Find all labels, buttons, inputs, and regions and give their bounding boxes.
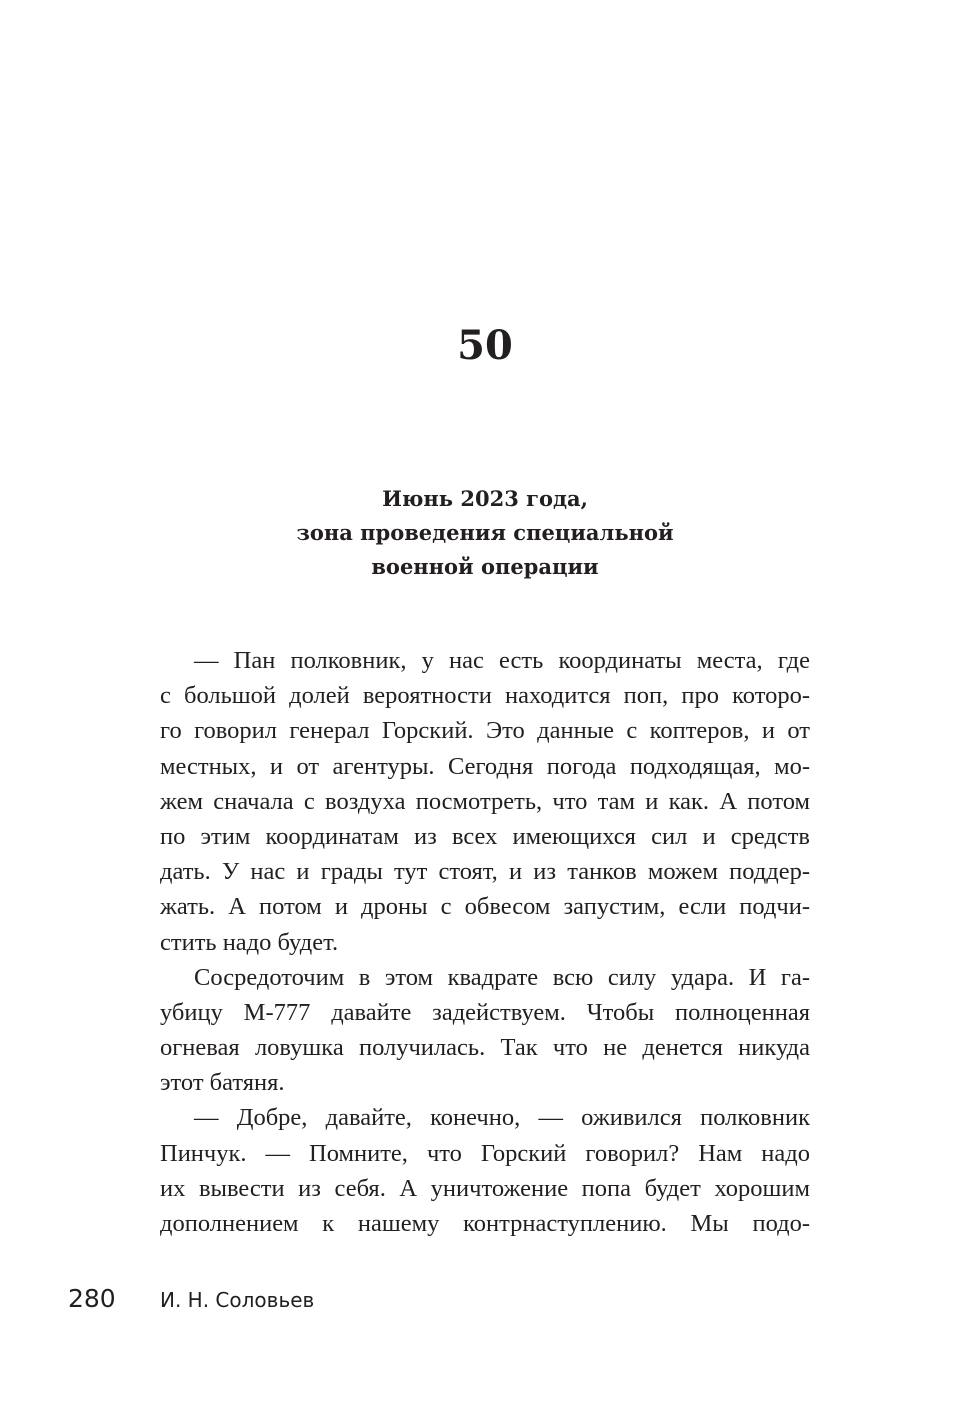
chapter-number: 50 [457, 322, 513, 369]
text-line: местных, и от агентуры. Сегодня погода подходящая, мо- [160, 752, 810, 780]
chapter-subtitle-line: зона проведения специальной [296, 520, 674, 545]
text-line: убицу М-777 давайте задействуем. Чтобы полноценная [160, 998, 810, 1026]
chapter-subtitle [160, 482, 810, 584]
text-line: стить надо будет. [160, 928, 339, 956]
text-line: — Пан полковник, у нас есть координаты места, где [194, 647, 810, 674]
text-line: — Добре, давайте, конечно, — оживился полковник [194, 1104, 810, 1132]
page-number: 280 [68, 1284, 116, 1313]
chapter-subtitle-line: Июнь 2023 года, [382, 486, 588, 511]
running-author: И. Н. Соловьев [160, 1288, 315, 1312]
text-line: их вывести из себя. А уничтожение попа будет хорошим [160, 1174, 810, 1202]
chapter-subtitle-line: военной операции [371, 554, 599, 579]
text-line: дать. У нас и грады тут стоят, и из танков можем поддер- [160, 858, 810, 886]
text-line: по этим координатам из всех имеющихся сил и средств [160, 822, 810, 850]
body-text [160, 643, 810, 1241]
text-line: Сосредоточим в этом квадрате всю силу удара. И га- [194, 963, 810, 991]
text-line: жать. А потом и дроны с обвесом запустим, если подчи- [160, 893, 810, 921]
text-line: с большой долей вероятности находится поп, про которо- [160, 682, 810, 710]
text-line: огневая ловушка получилась. Так что не денется никуда [160, 1034, 810, 1062]
text-line: Пинчук. — Помните, что Горский говорил? Нам надо [160, 1139, 810, 1167]
text-line: этот батяня. [160, 1069, 285, 1097]
text-line: дополнением к нашему контрнаступлению. Мы подо- [160, 1210, 810, 1237]
text-line: жем сначала с воздуха посмотреть, что там и как. А потом [160, 787, 810, 815]
text-line: го говорил генерал Горский. Это данные с коптеров, и от [160, 717, 810, 745]
